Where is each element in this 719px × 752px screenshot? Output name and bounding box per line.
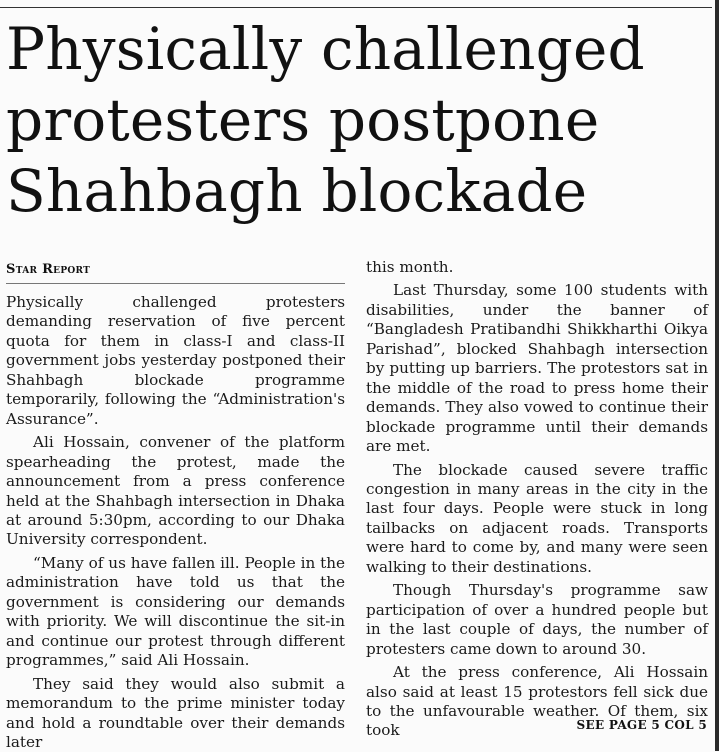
article-paragraph: this month. [366, 258, 454, 276]
headline-line-2: protesters postpone [6, 86, 600, 154]
article-column-right [366, 258, 708, 741]
continued-on-page-note: SEE PAGE 5 COL 5 [576, 718, 707, 732]
byline-rule [6, 283, 345, 284]
byline: Star Report [6, 262, 91, 277]
headline [6, 14, 706, 227]
article-paragraph: Ali Hossain, convener of the platform spearheading the protest, made the announcement from a press conference held at the Shahbagh intersection in Dhaka at around 5:30pm, according to our Dhaka University correspondent. [6, 433, 345, 549]
article-paragraph: They said they would also submit a memorandum to the prime minister today and hold a roundtable over their demands later [6, 674, 345, 751]
article-paragraph: Last Thursday, some 100 students with disabilities, under the banner of “Bangladesh Pratibandhi Shikkharthi Oikya Parishad”, blocked Shahbagh intersection by putting up barriers. The protestors sat in the middle of the road to press home their demands. They also vowed to continue their blockade programme until their demands are met. [366, 281, 708, 456]
article-paragraph: “Many of us have fallen ill. People in the administration have told us that the government is considering our demands with priority. We will discontinue the sit-in and continue our protest through different programmes,” said Ali Hossain. [6, 553, 345, 670]
article-paragraph: The blockade caused severe traffic congestion in many areas in the city in the last four days. People were stuck in long tailbacks on adjacent roads. Transports were hard to come by, and many were seen walking to their destinations. [366, 460, 708, 576]
top-rule [0, 7, 712, 8]
headline-line-3: Shahbagh blockade [6, 157, 588, 225]
article-column-left [6, 258, 345, 752]
article-paragraph: At the press conference, Ali Hossain also said at least 15 protestors fell sick due to the unfavourable weather. Of them, six took [366, 663, 708, 740]
article-paragraph: Though Thursday's programme saw participation of over a hundred people but in the last couple of days, the number of protesters came down to around 30. [366, 581, 708, 658]
page-edge [715, 0, 719, 751]
article-paragraph: Physically challenged protesters demanding reservation of five percent quota for them in class-I and class-II government jobs yesterday postponed their Shahbagh blockade programme temporarily, following the “Administration's Assurance”. [6, 293, 345, 428]
headline-line-1: Physically challenged [6, 15, 645, 83]
